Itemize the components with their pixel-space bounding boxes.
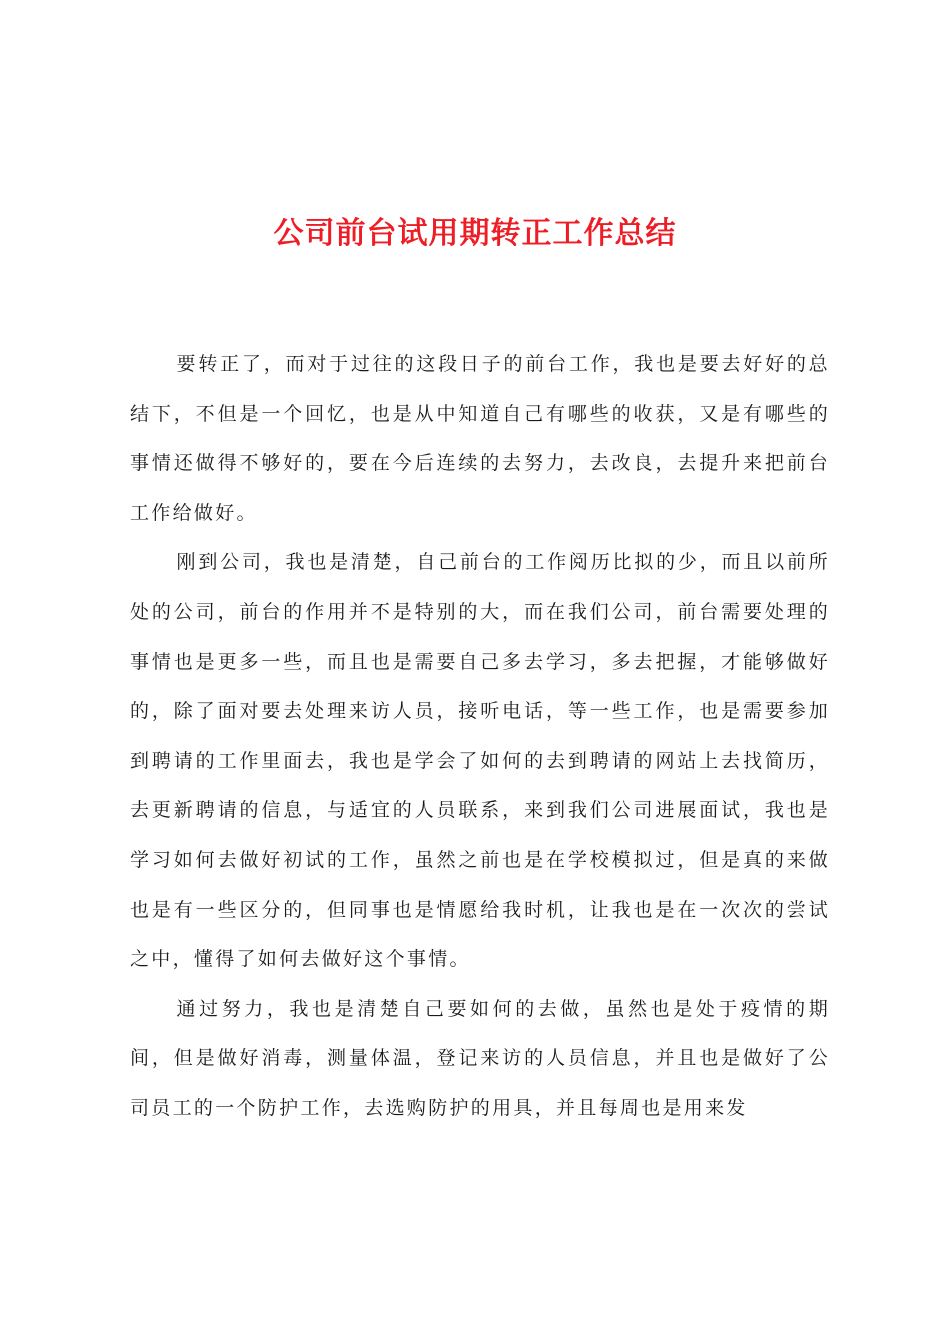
paragraph-3: 通过努力，我也是清楚自己要如何的去做，虽然也是处于疫情的期间，但是做好消毒，测量体温，登记来访的人员信息，并且也是做好了公司员工的一个防护工作，去选购防护的用具，并且每周也是用来发: [130, 997, 830, 1119]
paragraph-1: 要转正了，而对于过往的这段日子的前台工作，我也是要去好好的总结下，不但是一个回忆，也是从中知道自己有哪些的收获，又是有哪些的事情还做得不够好的，要在今后连续的去努力，去改良，去提升来把前台工作给做好。: [130, 353, 830, 524]
document-body: [130, 340, 830, 1134]
paragraph-2: 刚到公司，我也是清楚，自己前台的工作阅历比拟的少，而且以前所处的公司，前台的作用并不是特别的大，而在我们公司，前台需要处理的事情也是更多一些，而且也是需要自己多去学习，多去把握，才能够做好的，除了面对要去处理来访人员，接听电话，等一些工作，也是需要参加到聘请的工作里面去，我也是学会了如何的去到聘请的网站上去找简历，去更新聘请的信息，与适宜的人员联系，来到我们公司进展面试，我也是学习如何去做好初试的工作，虽然之前也是在学校模拟过，但是真的来做也是有一些区分的，但同事也是情愿给我时机，让我也是在一次次的尝试之中，懂得了如何去做好这个事情。: [130, 551, 830, 971]
document-title: 公司前台试用期转正工作总结: [273, 216, 677, 251]
